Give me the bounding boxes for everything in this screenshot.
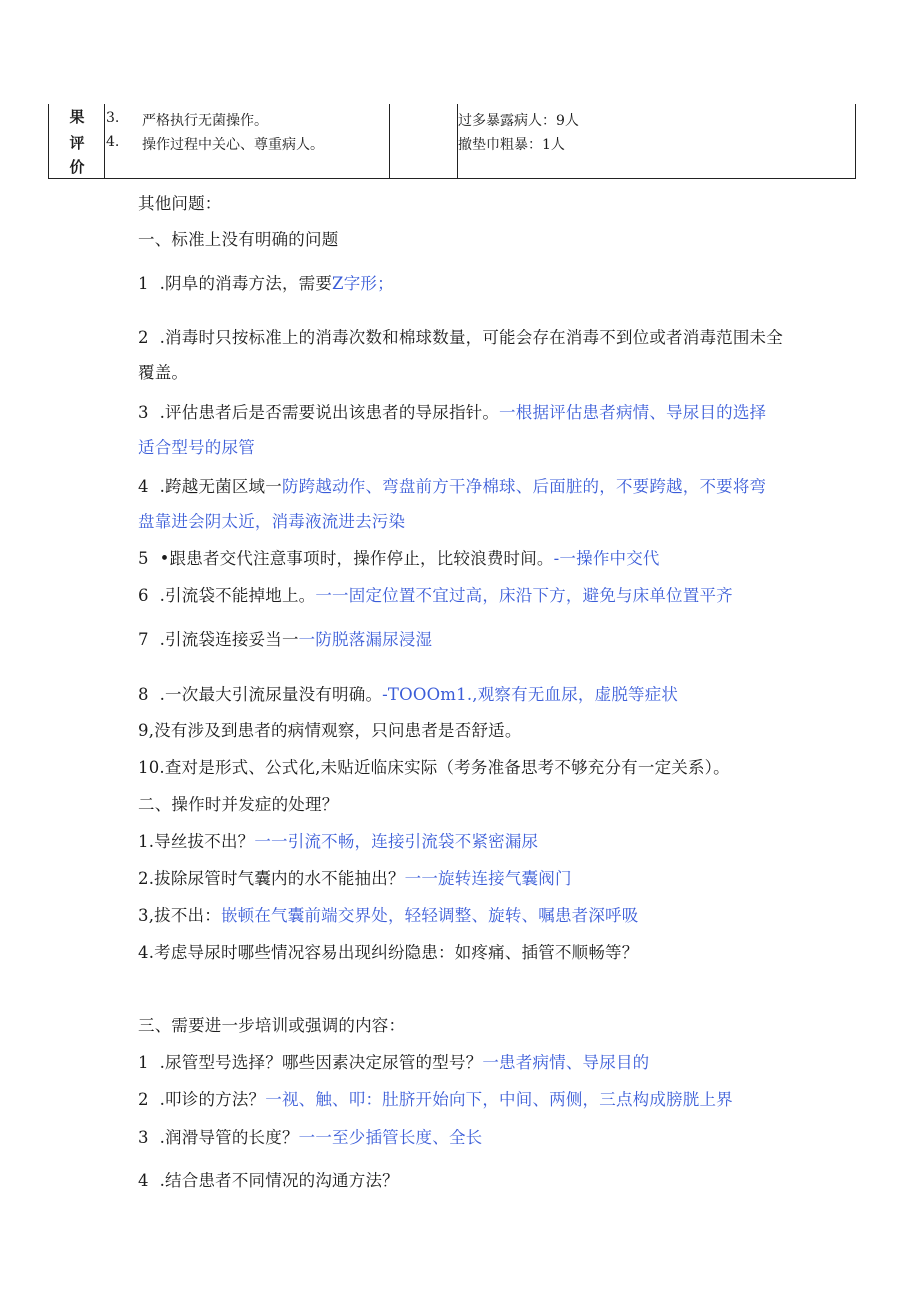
row-header-char: 评 (69, 134, 85, 152)
list-item: 9,没有涉及到患者的病情观察，只问患者是否舒适。 (138, 721, 522, 740)
list-item: 4 .跨越无菌区域一防跨越动作、弯盘前方干净棉球、后面脏的，不要跨越，不要将弯 盘靠进会阴太近，消毒液流进去污染 (138, 477, 767, 531)
list-item: 1.导丝拔不出？一一引流不畅，连接引流袋不紧密漏尿 (138, 832, 539, 851)
list-item: 10.查对是形式、公式化,未贴近临床实际（考务准备思考不够充分有一定关系）。 (138, 758, 730, 777)
row-header-char: 果 (69, 108, 85, 126)
criteria-number: 3. (106, 110, 120, 126)
list-item: 6 .引流袋不能掉地上。一一固定位置不宜过高，床沿下方，避免与床单位置平齐 (138, 586, 733, 605)
section-title: 二、操作时并发症的处理？ (138, 795, 339, 814)
table-divider (389, 104, 390, 178)
list-item: 2 .叩诊的方法？一视、触、叩：肚脐开始向下，中间、两侧，三点构成膀胱上界 (138, 1090, 733, 1109)
list-item: 2.拔除尿管时气囊内的水不能抽出？一一旋转连接气囊阀门 (138, 869, 572, 888)
issue-count: 撤垫巾粗暴：1人 (458, 137, 565, 153)
criteria-text: 操作过程中关心、尊重病人。 (142, 137, 324, 153)
row-header-char: 价 (69, 158, 85, 176)
list-item: 2 .消毒时只按标准上的消毒次数和棉球数量，可能会存在消毒不到位或者消毒范围未全 覆盖。 (138, 328, 783, 382)
list-item: 3 .润滑导管的长度？一一至少插管长度、全长 (138, 1128, 483, 1147)
list-item: 5 •跟患者交代注意事项时，操作停止，比较浪费时间。-一操作中交代 (138, 549, 660, 568)
section-title: 三、需要进一步培训或强调的内容： (138, 1016, 406, 1035)
issue-count: 过多暴露病人：9人 (458, 113, 579, 129)
criteria-number: 4. (106, 134, 120, 150)
table-divider (104, 104, 105, 178)
list-item: 4.考虑导尿时哪些情况容易出现纠纷隐患：如疼痛、插管不顺畅等？ (138, 943, 639, 962)
other-issues-heading: 其他问题： (138, 194, 222, 213)
section-title: 一、标准上没有明确的问题 (138, 230, 339, 249)
list-item: 8 .一次最大引流尿量没有明确。-TOOOm1.,观察有无血尿，虚脱等症状 (138, 685, 679, 704)
list-item: 7 .引流袋连接妥当一一防脱落漏尿浸湿 (138, 630, 433, 649)
list-item: 1 .尿管型号选择？哪些因素决定尿管的型号？一患者病情、导尿目的 (138, 1053, 650, 1072)
list-item: 3,拔不出：嵌顿在气囊前端交界处，轻轻调整、旋转、嘱患者深呼吸 (138, 906, 639, 925)
list-item: 3 .评估患者后是否需要说出该患者的导尿指针。一根据评估患者病情、导尿目的选择 适合型号的尿管 (138, 403, 767, 457)
criteria-text: 严格执行无菌操作。 (142, 113, 268, 129)
list-item: 4 .结合患者不同情况的沟通方法？ (138, 1171, 399, 1190)
list-item: 1 .阴阜的消毒方法，需要Z字形； (138, 274, 394, 293)
